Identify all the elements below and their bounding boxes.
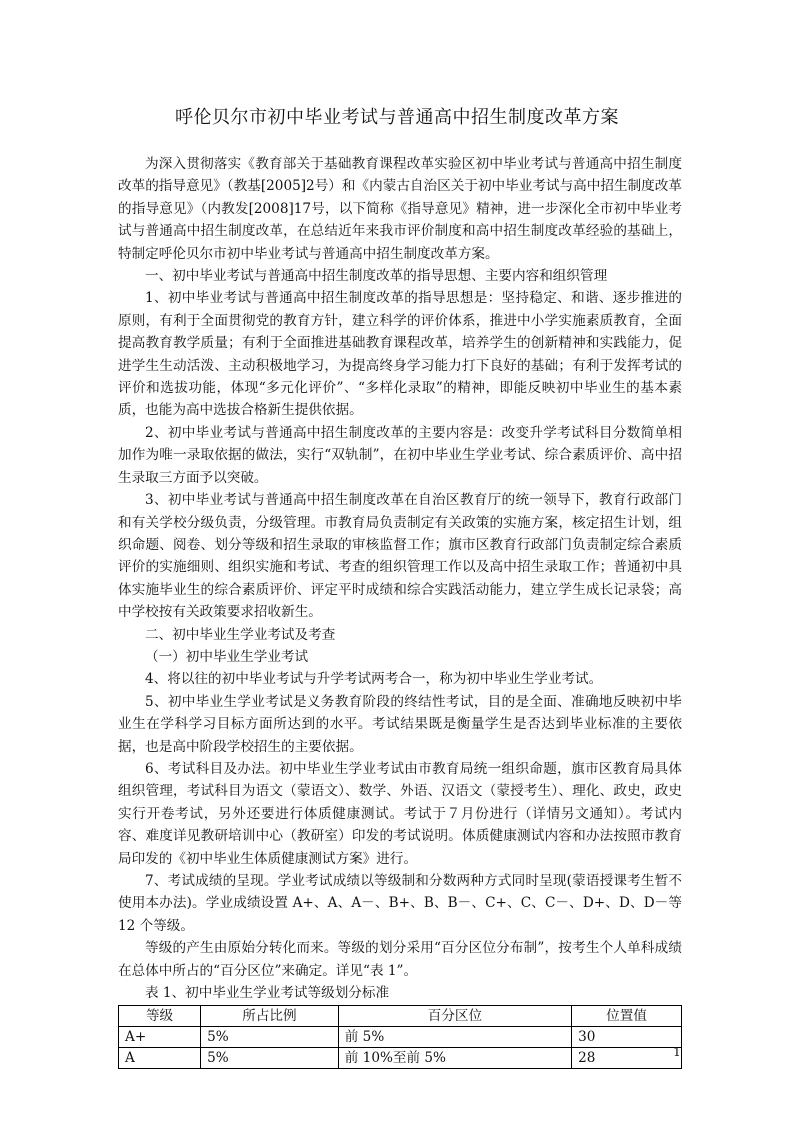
- paragraph-intro: 为深入贯彻落实《教育部关于基础教育课程改革实验区初中毕业考试与普通高中招生制度改革的指导意见》（教基[2005]2号）和《内蒙古自治区关于初中毕业考试与高中招生制度改革的指导意见》（内教发[2008]17号，以下简称《指导意见》精神，进一步深化全市初中毕业考试与普通高中招生制度改革，在总结近年来我市评价制度和高中招生制度改革经验的基础上，特制定呼伦贝尔市初中毕业考试与普通高中招生制度改革方案。: [118, 156, 682, 262]
- grade-table: [118, 1005, 682, 1069]
- paragraph-3: 3、初中毕业考试与普通高中招生制度改革在自治区教育厅的统一领导下，教育行政部门和有关学校分级负责，分级管理。市教育局负责制定有关政策的实施方案，核定招生计划，组织命题、阅卷、划分等级和招生录取的审核监督工作；旗市区教育行政部门负责制定综合素质评价的实施细则、组织实施和考试、考查的组织管理工作以及高中招生录取工作；普通初中具体实施毕业生的综合素质评价、评定平时成绩和综合实践活动能力，建立学生成长记录袋；高中学校按有关政策要求招收新生。: [118, 492, 682, 621]
- header-ratio: 所占比例: [201, 1006, 339, 1027]
- page-number: 1: [673, 1045, 681, 1059]
- cell-position-value: 28: [572, 1048, 682, 1069]
- paragraph-1: 1、初中毕业考试与普通高中招生制度改革的指导思想是：坚持稳定、和谐、逐步推进的原则，有利于全面贯彻党的教育方针，建立科学的评价体系，推进中小学实施素质教育，全面提高教育教学质量；有利于全面推进基础教育课程改革，培养学生的创新精神和实践能力，促进学生生动活泼、主动积极地学习，为提高终身学习能力打下良好的基础；有利于发挥考试的评价和选拔功能，体现“多元化评价”、“多样化录取”的精神，即能反映初中毕业生的基本素质，也能为高中选拔合格新生提供依据。: [118, 290, 682, 419]
- paragraph-4: 4、将以往的初中毕业考试与升学考试两考合一，称为初中毕业生学业考试。: [145, 671, 603, 688]
- paragraph-7: 7、考试成绩的呈现。学业考试成绩以等级制和分数两种方式同时呈现(蒙语授课考生暂不使用本办法)。学业成绩设置 A+、A、A－、B+、B、B－、C+、C、C－、D+、D、D－等 12 个等级。: [118, 873, 682, 934]
- paragraph-5: 5、初中毕业生学业考试是义务教育阶段的终结性考试，目的是全面、准确地反映初中毕业生在学科学习目标方面所达到的水平。考试结果既是衡量学生是否达到毕业标准的主要依据，也是高中阶段学校招生的主要依据。: [118, 693, 682, 755]
- document-title: 呼伦贝尔市初中毕业考试与普通高中招生制度改革方案: [175, 107, 619, 128]
- cell-percentile: 前 10%至前 5%: [338, 1048, 571, 1069]
- table-row: [119, 1048, 682, 1069]
- table-caption: 表 1、初中毕业生学业考试等级划分标准: [145, 985, 390, 1002]
- cell-position-value: 30: [572, 1027, 682, 1048]
- cell-grade: A+: [119, 1027, 201, 1048]
- cell-grade: A: [119, 1048, 201, 1069]
- paragraph-2: 2、初中毕业考试与普通高中招生制度改革的主要内容是：改变升学考试科目分数简单相加作为唯一录取依据的做法，实行“双轨制”，在初中毕业生学业考试、综合素质评价、高中招生录取三方面予以突破。: [118, 424, 682, 486]
- table-row: [119, 1027, 682, 1048]
- cell-ratio: 5%: [201, 1048, 339, 1069]
- section-heading-2: 二、初中毕业生学业考试及考查: [145, 626, 336, 643]
- document-body: [118, 153, 682, 1069]
- paragraph-8: 等级的产生由原始分转化而来。等级的划分采用“百分区位分布制”，按考生个人单科成绩在总体中所占的“百分区位”来确定。详见“表 1”。: [118, 940, 682, 979]
- header-position-value: 位置值: [572, 1006, 682, 1027]
- section-heading-1: 一、初中毕业考试与普通高中招生制度改革的指导思想、主要内容和组织管理: [145, 268, 608, 285]
- cell-ratio: 5%: [201, 1027, 339, 1048]
- subsection-heading-1: （一）初中毕业生学业考试: [145, 648, 309, 665]
- header-percentile: 百分区位: [338, 1006, 571, 1027]
- table-header-row: [119, 1006, 682, 1027]
- header-grade: 等级: [119, 1006, 201, 1027]
- paragraph-6: 6、考试科目及办法。初中毕业生学业考试由市教育局统一组织命题，旗市区教育局具体组织管理，考试科目为语文（蒙语文）、数学、外语、汉语文（蒙授考生）、理化、政史，政史实行开卷考试，另外还要进行体质健康测试。考试于７月份进行（详情另文通知）。考试内容、难度详见教研培训中心（教研室）印发的考试说明。体质健康测试内容和办法按照市教育局印发的《初中毕业生体质健康测试方案》进行。: [118, 760, 682, 867]
- cell-percentile: 前 5%: [338, 1027, 571, 1048]
